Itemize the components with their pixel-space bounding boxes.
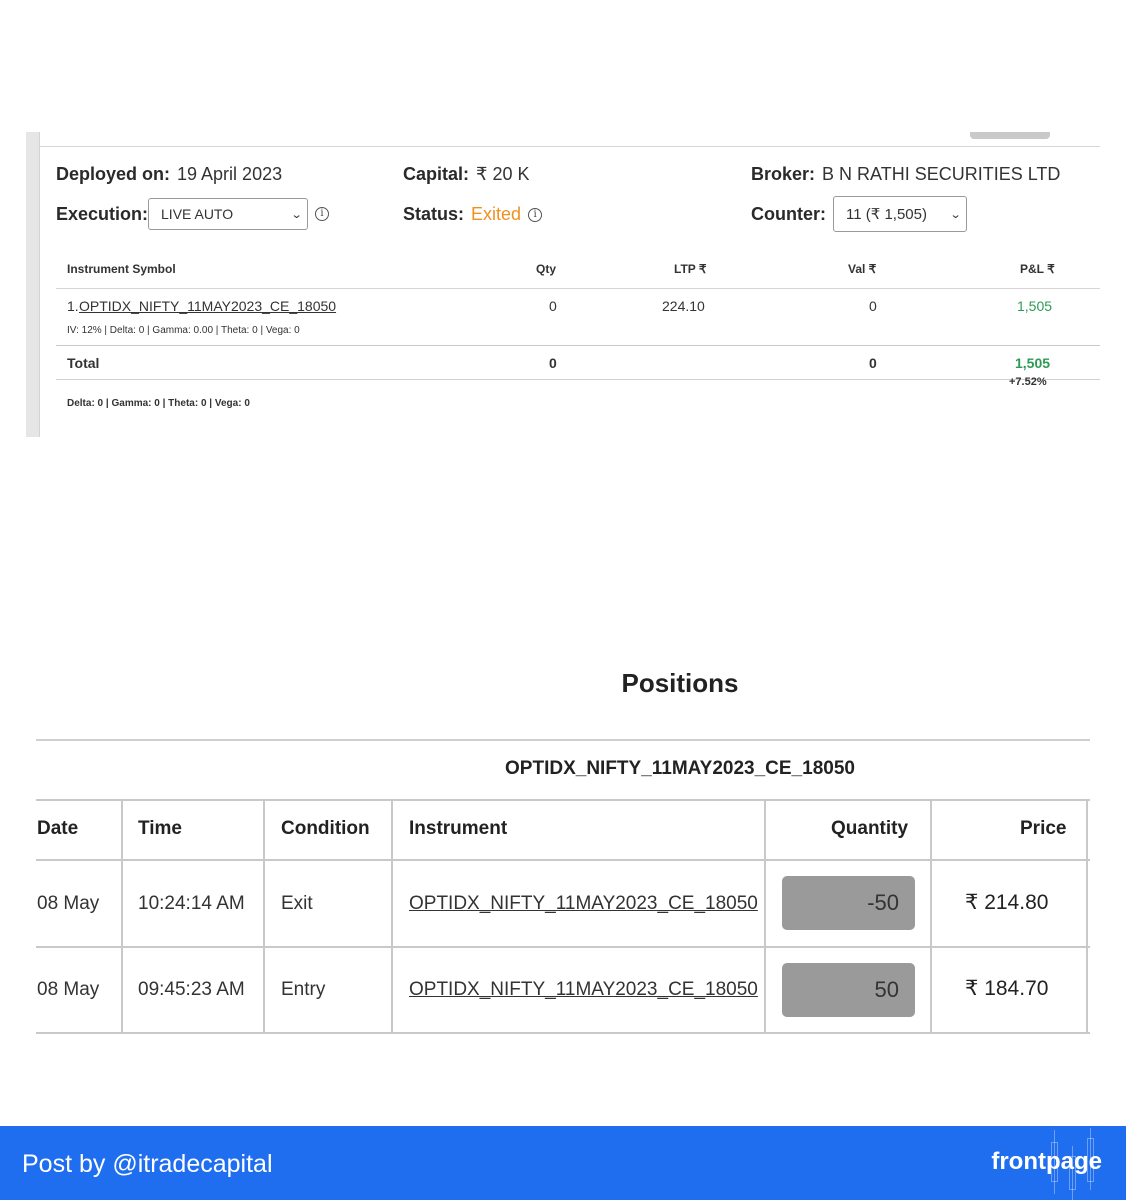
holding-val: 0 [869,298,877,314]
counter-select-value: 11 (₹ 1,505) [846,206,927,223]
total-pnl: 1,505 [1015,355,1051,371]
total-label: Total [67,355,100,371]
col-header-condition: Condition [281,818,370,839]
col-header-date: Date [37,818,79,839]
holding-qty: 0 [549,298,557,314]
col-header-time: Time [138,818,183,839]
broker-label: Broker: [751,164,816,184]
col-header-ltp: LTP ₹ [674,262,707,276]
table-border [263,799,265,1034]
counter-field [751,196,967,232]
execution-select-value: LIVE AUTO [161,206,234,222]
col-header-quantity: Quantity [831,818,909,839]
col-header-val: Val ₹ [848,262,877,276]
row-date: 08 May [37,893,100,914]
divider [36,739,1090,741]
deployed-on-value: 19 April 2023 [177,164,283,184]
positions-symbol-heading: OPTIDX_NIFTY_11MAY2023_CE_18050 [505,758,855,779]
row-time: 10:24:14 AM [138,893,245,914]
broker-value: B N RATHI SECURITIES LTD [822,164,1061,184]
holding-index: 1. [67,298,79,314]
row-price: ₹ 214.80 [965,891,1049,914]
table-border [121,799,123,1034]
capital-value: ₹ 20 K [476,164,530,184]
total-qty: 0 [549,355,557,371]
col-header-qty: Qty [536,262,557,276]
holding-pnl: 1,505 [1017,298,1053,314]
execution-field [56,198,329,230]
capital-field [403,164,530,185]
counter-select[interactable] [833,196,967,232]
total-greeks: Delta: 0 | Gamma: 0 | Theta: 0 | Vega: 0 [67,398,250,409]
row-date: 08 May [37,979,100,1000]
holding-symbol-link[interactable]: OPTIDX_NIFTY_11MAY2023_CE_18050 [79,298,337,314]
deployed-on-field [56,164,282,185]
positions-title: Positions [621,668,739,698]
info-circle-icon[interactable]: i [315,207,329,221]
total-val: 0 [869,355,877,371]
counter-label: Counter: [751,203,826,224]
divider [56,345,1100,346]
footer-bar [0,1126,1126,1200]
card-top-tab[interactable] [970,132,1050,139]
deployment-card [26,132,1100,437]
row-condition: Entry [281,979,326,1000]
broker-field [751,164,1060,185]
table-border [1086,799,1088,1034]
capital-label: Capital: [403,164,470,184]
card-left-scrollbar[interactable] [26,132,40,437]
chevron-down-icon: ⌄ [949,208,962,221]
holding-ltp: 224.10 [662,298,705,314]
execution-select[interactable] [148,198,308,230]
status-label: Status: [403,204,465,224]
execution-label: Execution: [56,203,149,224]
status-field [403,204,542,225]
divider [40,146,1100,147]
status-value: Exited [471,204,522,224]
row-quantity: -50 [782,876,915,930]
deployed-on-label: Deployed on: [56,164,171,184]
total-pnl-percent: +7.52% [1009,376,1047,388]
holding-greeks: IV: 12% | Delta: 0 | Gamma: 0.00 | Theta: 0 | Vega: 0 [67,325,300,336]
row-instrument-link[interactable]: OPTIDX_NIFTY_11MAY2023_CE_18050 [409,979,758,1000]
divider [56,288,1100,289]
chevron-down-icon: ⌄ [290,208,303,221]
col-header-instrument: Instrument [409,818,508,839]
post-by-credit: Post by @itradecapital [22,1150,273,1178]
col-header-instrument-symbol: Instrument Symbol [67,262,176,276]
col-header-price: Price [1020,818,1067,839]
divider [56,379,1100,380]
row-price: ₹ 184.70 [965,977,1049,1000]
table-border [391,799,393,1034]
row-time: 09:45:23 AM [138,979,245,1000]
table-border [930,799,932,1034]
row-instrument-link[interactable]: OPTIDX_NIFTY_11MAY2023_CE_18050 [409,893,758,914]
row-quantity: 50 [782,963,915,1017]
col-header-pnl: P&L ₹ [1020,262,1055,276]
table-border [764,799,766,1034]
row-condition: Exit [281,893,313,914]
frontpage-logo[interactable]: frontpage [991,1148,1102,1175]
info-circle-icon[interactable]: i [528,208,542,222]
